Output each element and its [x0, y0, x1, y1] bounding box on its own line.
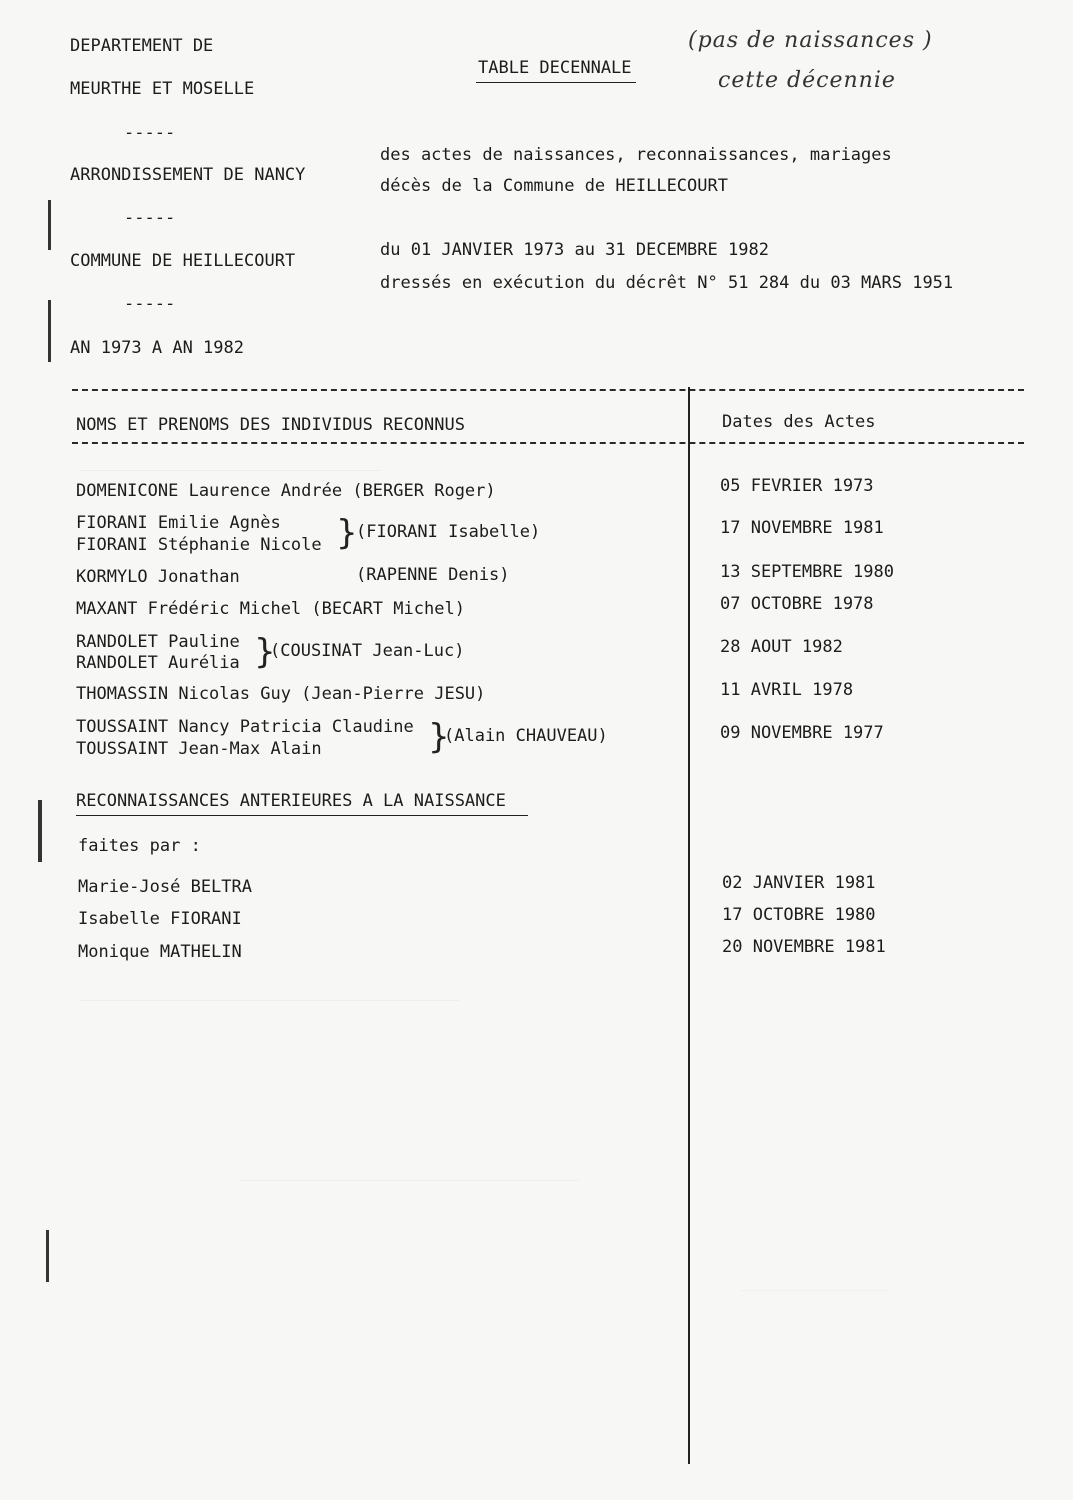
separator: -----: [124, 123, 176, 143]
table-row-date: 28 AOUT 1982: [720, 637, 843, 657]
separator: -----: [124, 294, 176, 314]
separator: -----: [124, 208, 176, 228]
list-item-date: 02 JANVIER 1981: [722, 873, 876, 893]
list-item-name: Marie-José BELTRA: [78, 877, 252, 897]
commune: COMMUNE DE HEILLECOURT: [70, 251, 296, 271]
table-row-name: DOMENICONE Laurence Andrée (BERGER Roger): [76, 481, 496, 501]
table-row-date: 05 FEVRIER 1973: [720, 476, 874, 496]
section-heading-underline: [76, 815, 528, 816]
table-row-name: THOMASSIN Nicolas Guy (Jean-Pierre JESU): [76, 684, 486, 704]
list-item-date: 17 OCTOBRE 1980: [722, 905, 876, 925]
table-row-date: 09 NOVEMBRE 1977: [720, 723, 884, 743]
arrondissement: ARRONDISSEMENT DE NANCY: [70, 165, 306, 185]
table-row-parent: (RAPENNE Denis): [356, 565, 510, 585]
table-row-parent: (FIORANI Isabelle): [356, 522, 541, 542]
table-row-name: FIORANI Stéphanie Nicole: [76, 535, 322, 555]
binding-mark: [38, 800, 42, 862]
made-by-label: faites par :: [78, 836, 201, 856]
year-range: AN 1973 A AN 1982: [70, 338, 244, 358]
table-row-date: 11 AVRIL 1978: [720, 680, 854, 700]
table-row-date: 17 NOVEMBRE 1981: [720, 518, 884, 538]
handwritten-note-line1: (pas de naissances ): [688, 28, 933, 53]
description-line2: décès de la Commune de HEILLECOURT: [380, 176, 728, 196]
department-name: MEURTHE ET MOSELLE: [70, 79, 255, 99]
section-heading: RECONNAISSANCES ANTERIEURES A LA NAISSANCE: [76, 791, 506, 811]
list-item-name: Isabelle FIORANI: [78, 909, 242, 929]
column-divider: [688, 387, 690, 1464]
column-header-names: NOMS ET PRENOMS DES INDIVIDUS RECONNUS: [76, 415, 465, 435]
binding-mark: [46, 1230, 49, 1282]
brace: }: [254, 632, 276, 672]
binding-mark: [48, 200, 51, 250]
list-item-date: 20 NOVEMBRE 1981: [722, 937, 886, 957]
table-row-name: RANDOLET Pauline: [76, 632, 240, 652]
brace: }: [336, 513, 358, 553]
table-row-parent: (COUSINAT Jean-Luc): [270, 641, 465, 661]
list-item-name: Monique MATHELIN: [78, 942, 242, 962]
column-header-dates: Dates des Actes: [722, 412, 876, 432]
table-row-name: TOUSSAINT Nancy Patricia Claudine: [76, 717, 414, 737]
table-header-rule: [72, 442, 1024, 444]
table-row-name: KORMYLO Jonathan: [76, 567, 240, 587]
period: du 01 JANVIER 1973 au 31 DECEMBRE 1982: [380, 240, 769, 260]
table-row-date: 07 OCTOBRE 1978: [720, 594, 874, 614]
description-line1: des actes de naissances, reconnaissances, mariages: [380, 145, 892, 165]
table-row-name: TOUSSAINT Jean-Max Alain: [76, 739, 322, 759]
table-row-name: RANDOLET Aurélia: [76, 653, 240, 673]
table-row-name: MAXANT Frédéric Michel (BECART Michel): [76, 599, 465, 619]
table-row-date: 13 SEPTEMBRE 1980: [720, 562, 894, 582]
table-top-rule: [72, 389, 1024, 391]
title-underline: [476, 82, 636, 83]
page-title: TABLE DECENNALE: [478, 58, 632, 78]
decree: dressés en exécution du décrêt N° 51 284 du 03 MARS 1951: [380, 273, 954, 293]
handwritten-note-line2: cette décennie: [718, 68, 896, 93]
table-row-parent: (Alain CHAUVEAU): [444, 726, 608, 746]
department-label: DEPARTEMENT DE: [70, 36, 214, 56]
table-row-name: FIORANI Emilie Agnès: [76, 513, 281, 533]
brace: }: [428, 717, 450, 757]
binding-mark: [48, 300, 51, 362]
